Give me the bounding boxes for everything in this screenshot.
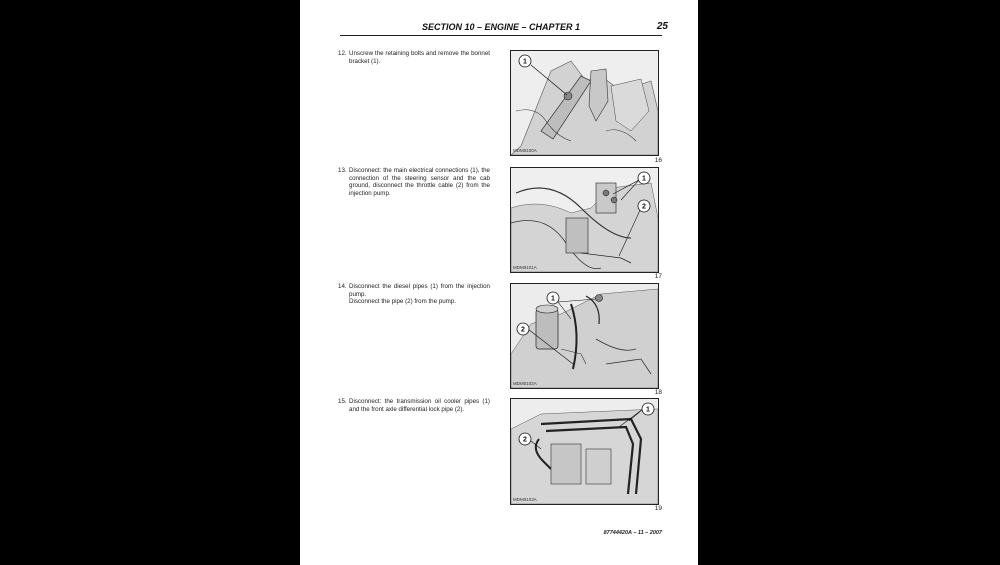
manual-page (300, 0, 698, 565)
step-14 (338, 283, 490, 306)
engine-photo-18 (511, 284, 658, 388)
document-code: 87744420A – 11 – 2007 (603, 530, 662, 536)
page-header (340, 21, 668, 34)
figure-code: MDM0103A (513, 497, 537, 502)
step-15 (338, 398, 490, 413)
figure-18 (510, 283, 659, 389)
step-text: Disconnect the diesel pipes (1) from the injection pump. (349, 283, 490, 298)
figure-19 (510, 398, 659, 505)
figure-16 (510, 50, 659, 156)
figure-number: 16 (654, 157, 662, 164)
callout-1: 1 (523, 58, 527, 66)
step-13 (338, 167, 490, 197)
step-number: 13. (338, 167, 347, 174)
engine-photo-19 (511, 399, 658, 504)
section-title: SECTION 10 – ENGINE – CHAPTER 1 (421, 22, 581, 32)
callout-1: 1 (646, 406, 650, 414)
callout-1: 1 (551, 295, 555, 303)
figure-code: MDM0100A (513, 148, 537, 153)
step-text: Disconnect: the transmission oil cooler pipes (1) and the front axle differential lock pipe (2). (349, 398, 490, 413)
step-text: Disconnect: the main electrical connections (1), the connection of the steering sensor and the cab ground, disconnect the throttle cable (2) from the injection pump. (349, 167, 490, 197)
step-text-2: Disconnect the pipe (2) from the pump. (349, 298, 456, 306)
header-rule (340, 35, 662, 36)
figure-number: 19 (654, 505, 662, 512)
figure-number: 18 (654, 389, 662, 396)
callout-1: 1 (642, 175, 646, 183)
step-number: 15. (338, 398, 347, 405)
page-number: 25 (656, 21, 668, 32)
engine-photo-16 (511, 51, 658, 155)
callout-2: 2 (523, 436, 527, 444)
engine-photo-17 (511, 168, 658, 272)
step-text: Unscrew the retaining bolts and remove the bonnet bracket (1). (349, 50, 490, 65)
step-number: 14. (338, 283, 347, 290)
step-number: 12. (338, 50, 347, 57)
callout-2: 2 (642, 203, 646, 211)
figure-number: 17 (654, 273, 662, 280)
callout-2: 2 (521, 326, 525, 334)
step-12 (338, 50, 490, 65)
figure-code: MDM0102A (513, 381, 537, 386)
figure-code: MDM0101A (513, 265, 537, 270)
figure-17 (510, 167, 659, 273)
